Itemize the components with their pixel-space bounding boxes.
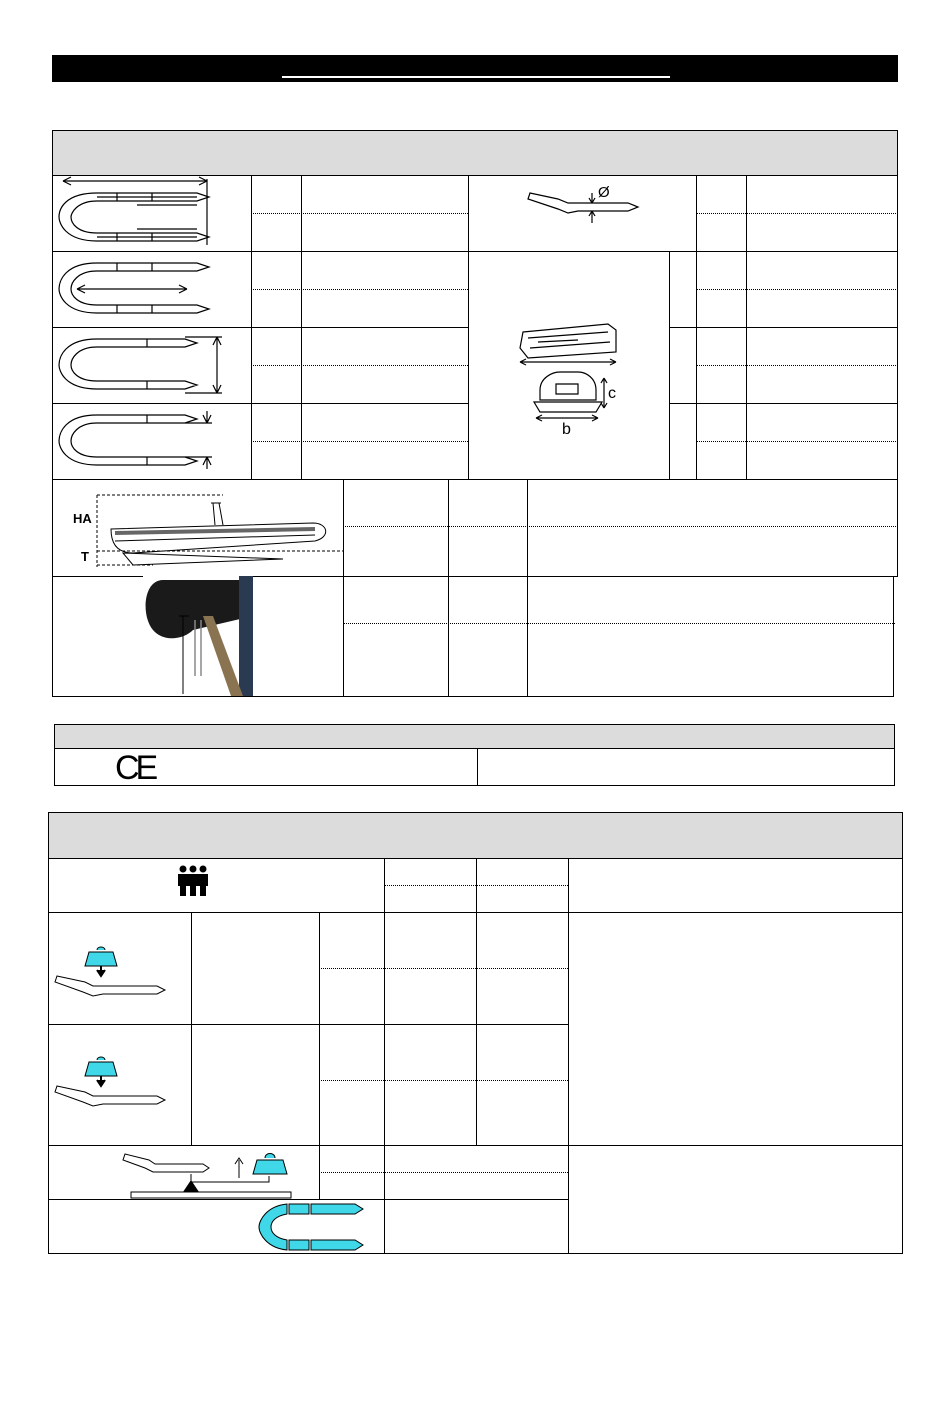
persons-icon — [175, 864, 215, 898]
height-c-label: c — [608, 385, 616, 402]
draft-label: T — [81, 549, 89, 564]
specs-section-title — [53, 131, 897, 159]
boat-length-inner-icon — [57, 251, 247, 327]
capacity-section-title — [49, 813, 902, 841]
max-load-icon — [53, 946, 173, 1006]
specs-section-header — [52, 130, 898, 176]
boat-length-outer-icon — [57, 175, 247, 251]
engine-weight-balance-icon — [119, 1148, 319, 1202]
cert-section-title — [55, 725, 894, 733]
boat-beam-inner-icon — [57, 403, 247, 479]
max-load-alt-icon — [53, 1056, 173, 1116]
boat-profile-row — [52, 479, 898, 577]
capacity-section-header — [48, 812, 903, 859]
document-title — [52, 58, 898, 78]
buoyancy-chambers-icon — [255, 1200, 385, 1254]
cert-row — [54, 748, 895, 786]
boat-beam-outer-icon — [57, 327, 247, 403]
boat-profile-icon — [53, 479, 343, 576]
boat-package-size-icon — [468, 252, 668, 480]
tube-diameter-icon — [468, 175, 696, 251]
specs-table — [52, 175, 898, 480]
transom-row — [52, 576, 894, 697]
width-b-label: b — [562, 421, 571, 438]
capacity-table — [48, 858, 903, 1254]
transom-height-photo — [143, 576, 273, 696]
diameter-label: Ø — [598, 184, 610, 201]
ce-mark-icon: CE — [115, 749, 155, 787]
air-height-label: HA — [73, 511, 92, 526]
cert-section-header — [54, 724, 895, 749]
